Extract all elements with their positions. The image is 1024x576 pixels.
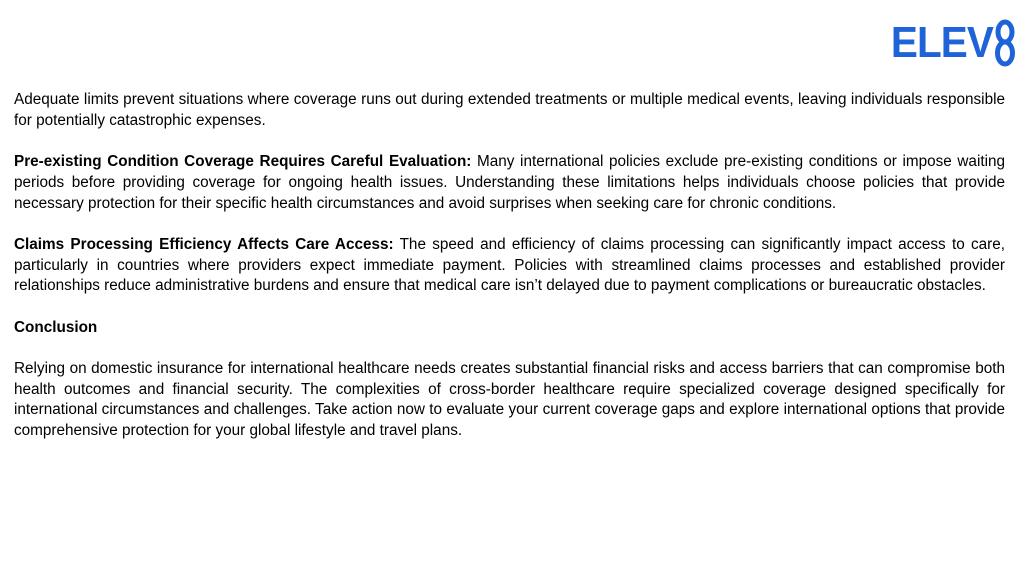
brand-logo-text: ELEV [890, 18, 993, 67]
paragraph-pre-existing-conditions [14, 152, 1005, 214]
paragraph-body: The speed and efficiency of claims processing can significantly impact access to care, particularly in countries where providers expect immediate payment. Policies with streamlined claims processes and established provider relationships reduce administrative burdens and ensure that medical care isn’t delayed due to payment complications or bureaucratic obstacles. [14, 235, 1005, 295]
figure-eight-logo-icon [995, 19, 1015, 67]
conclusion-paragraph [14, 359, 1005, 442]
paragraph-body: Many international policies exclude pre-existing conditions or impose waiting periods before providing coverage for ongoing health issues. Understanding these limitations helps individuals choose policies that provide necessary protection for their specific health circumstances and avoid surprises when seeking care for chronic conditions. [14, 153, 1006, 212]
conclusion-heading-paragraph [14, 318, 1005, 339]
paragraph-coverage-limits [14, 90, 1005, 131]
brand-logo [882, 18, 1015, 68]
paragraph-body: Adequate limits prevent situations where coverage runs out during extended treatments or multiple medical events, leaving individuals responsible for potentially catastrophic expenses. [14, 91, 1005, 129]
paragraph-heading: Claims Processing Efficiency Affects Care Access: [14, 235, 394, 253]
conclusion-heading: Conclusion [14, 318, 98, 336]
paragraph-heading: Pre-existing Condition Coverage Requires Careful Evaluation: [14, 153, 472, 171]
paragraph-claims-processing [14, 235, 1005, 297]
document-body [14, 90, 1005, 442]
conclusion-body: Relying on domestic insurance for international healthcare needs creates substantial financial risks and access barriers that can compromise both health outcomes and financial security. The complexities of cross-border healthcare require specialized coverage designed specifically for international circumstances and challenges. Take action now to evaluate your current coverage gaps and explore international options that provide comprehensive protection for your global lifestyle and travel plans. [14, 360, 1005, 440]
